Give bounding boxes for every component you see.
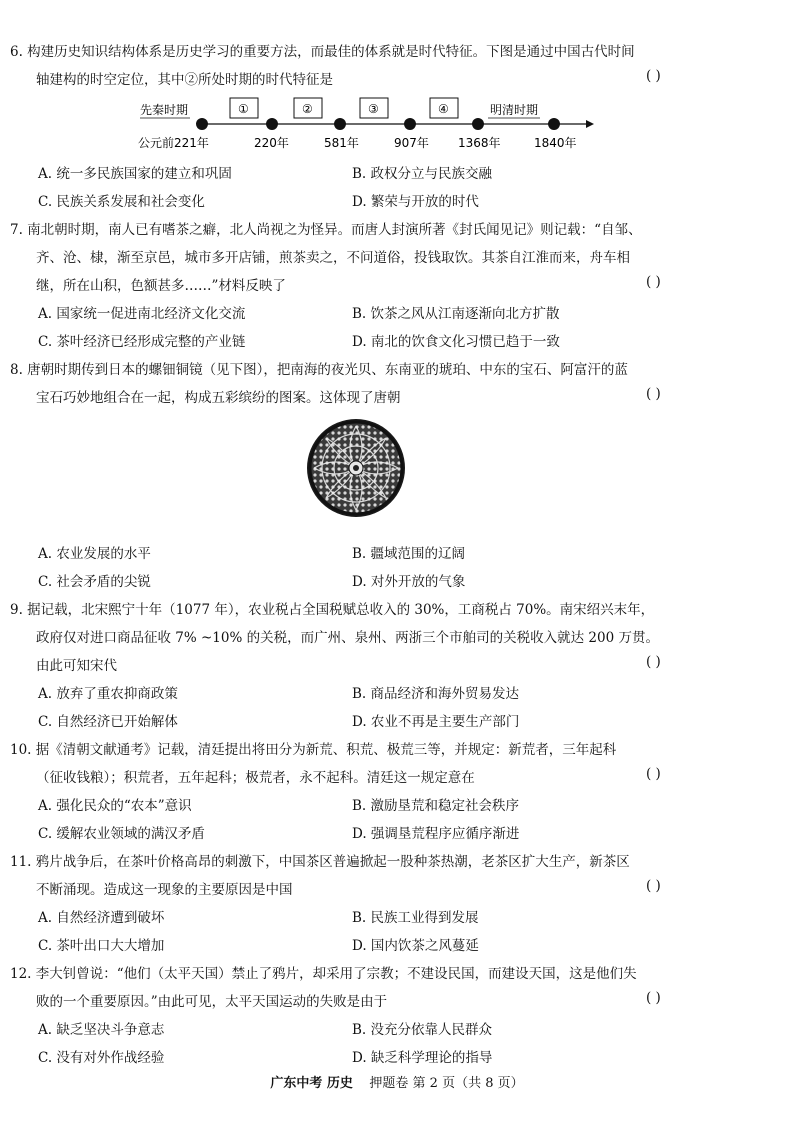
q9-option-d[interactable]: D. 农业不再是主要生产部门 xyxy=(352,714,520,730)
q6-answer-paren: ( ) xyxy=(646,68,661,84)
q8-option-b[interactable]: B. 疆域范围的辽阔 xyxy=(352,546,466,562)
timeline-label-left: 先秦时期 xyxy=(140,103,189,117)
q8-answer-paren: ( ) xyxy=(646,386,661,402)
q8-option-a[interactable]: A. 农业发展的水平 xyxy=(38,546,151,562)
q9-stem-line2: 政府仅对进口商品征收 7% ~10% 的关税，而广州、泉州、两浙三个市舶司的关税收入就达 200 万贯。 xyxy=(36,630,659,646)
q12-option-d[interactable]: D. 缺乏科学理论的指导 xyxy=(352,1050,493,1066)
timeline-node-5 xyxy=(472,118,484,130)
timeline-date-5: 1368年 xyxy=(458,136,501,150)
q6-option-d[interactable]: D. 繁荣与开放的时代 xyxy=(352,194,479,210)
q6-timeline-diagram xyxy=(138,92,598,152)
svg-text:①: ① xyxy=(238,102,249,116)
footer-exam-title: 广东中考 历史 xyxy=(270,1076,353,1091)
q8-option-d[interactable]: D. 对外开放的气象 xyxy=(352,574,466,590)
q12-option-c[interactable]: C. 没有对外作战经验 xyxy=(38,1050,165,1066)
q8-stem-line2: 宝石巧妙地组合在一起，构成五彩缤纷的图案。这体现了唐朝 xyxy=(36,390,401,406)
q9-option-c[interactable]: C. 自然经济已开始解体 xyxy=(38,714,178,730)
q8-stem-line1: 8. 唐朝时期传到日本的螺钿铜镜（见下图），把南海的夜光贝、东南亚的琥珀、中东的宝石、阿富汗的蓝 xyxy=(10,362,628,378)
q12-option-a[interactable]: A. 缺乏坚决斗争意志 xyxy=(38,1022,165,1038)
q10-answer-paren: ( ) xyxy=(646,766,661,782)
q7-answer-paren: ( ) xyxy=(646,274,661,290)
q10-option-d[interactable]: D. 强调垦荒程序应循序渐进 xyxy=(352,826,520,842)
timeline-date-4: 907年 xyxy=(394,136,429,150)
timeline-date-2: 220年 xyxy=(254,136,289,150)
timeline-box-4 xyxy=(430,98,458,118)
timeline-label-right: 明清时期 xyxy=(490,103,539,117)
q11-stem-line2: 不断涌现。造成这一现象的主要原因是中国 xyxy=(36,882,293,898)
q11-option-b[interactable]: B. 民族工业得到发展 xyxy=(352,910,479,926)
q6-option-b[interactable]: B. 政权分立与民族交融 xyxy=(352,166,493,182)
q7-option-c[interactable]: C. 茶叶经济已经形成完整的产业链 xyxy=(38,334,246,350)
q7-stem-line2: 齐、沧、棣，渐至京邑，城市多开店铺，煎茶卖之，不问道俗，投钱取饮。其茶自江淮而来，舟车相 xyxy=(36,250,630,266)
q7-stem-line3: 继，所在山积，色额甚多……”材料反映了 xyxy=(36,278,286,294)
q8-option-c[interactable]: C. 社会矛盾的尖锐 xyxy=(38,574,151,590)
q11-answer-paren: ( ) xyxy=(646,878,661,894)
timeline-box-1 xyxy=(230,98,258,118)
q9-stem-line1: 9. 据记载，北宋熙宁十年（1077 年），农业税占全国税赋总收入的 30%，工商税占 70%。南宋绍兴末年， xyxy=(10,602,655,618)
timeline-date-6: 1840年 xyxy=(534,136,577,150)
timeline-node-2 xyxy=(266,118,278,130)
q11-stem-line1: 11. 鸦片战争后，在茶叶价格高昂的刺激下，中国茶区普遍掀起一股种茶热潮，老茶区扩大生产，新茶区 xyxy=(10,854,630,870)
timeline-node-1 xyxy=(196,118,208,130)
timeline-arrow-icon xyxy=(586,120,594,128)
timeline-date-3: 581年 xyxy=(324,136,359,150)
svg-text:④: ④ xyxy=(438,102,449,116)
q11-option-a[interactable]: A. 自然经济遭到破坏 xyxy=(38,910,165,926)
timeline-date-1: 公元前221年 xyxy=(138,136,209,150)
q6-option-c[interactable]: C. 民族关系发展和社会变化 xyxy=(38,194,205,210)
q12-stem-line1: 12. 李大钊曾说：“他们（太平天国）禁止了鸦片，却采用了宗教；不建设民国，而建设天国，这是他们失 xyxy=(10,966,637,982)
q10-option-c[interactable]: C. 缓解农业领域的满汉矛盾 xyxy=(38,826,205,842)
q7-option-a[interactable]: A. 国家统一促进南北经济文化交流 xyxy=(38,306,246,322)
q9-answer-paren: ( ) xyxy=(646,654,661,670)
q12-stem-line2: 败的一个重要原因。”由此可见，太平天国运动的失败是由于 xyxy=(36,994,388,1010)
timeline-node-3 xyxy=(334,118,346,130)
q10-stem-line2: （征收钱粮）；积荒者，五年起科；极荒者，永不起科。清廷这一规定意在 xyxy=(36,770,475,786)
q9-stem-line3: 由此可知宋代 xyxy=(36,658,117,674)
q9-option-b[interactable]: B. 商品经济和海外贸易发达 xyxy=(352,686,520,702)
tang-mother-of-pearl-mirror-image xyxy=(306,418,406,518)
q10-option-a[interactable]: A. 强化民众的“农本”意识 xyxy=(38,798,192,814)
q11-option-c[interactable]: C. 茶叶出口大大增加 xyxy=(38,938,165,954)
timeline-box-3 xyxy=(360,98,388,118)
svg-text:③: ③ xyxy=(368,102,379,116)
svg-text:②: ② xyxy=(302,102,313,116)
q6-option-a[interactable]: A. 统一多民族国家的建立和巩固 xyxy=(38,166,232,182)
q7-option-d[interactable]: D. 南北的饮食文化习惯已趋于一致 xyxy=(352,334,560,350)
timeline-box-2 xyxy=(294,98,322,118)
q9-option-a[interactable]: A. 放弃了重农抑商政策 xyxy=(38,686,178,702)
footer-page-info: 押题卷 第 2 页（共 8 页） xyxy=(369,1076,524,1091)
q12-option-b[interactable]: B. 没充分依靠人民群众 xyxy=(352,1022,493,1038)
q7-option-b[interactable]: B. 饮茶之风从江南逐渐向北方扩散 xyxy=(352,306,560,322)
q12-answer-paren: ( ) xyxy=(646,990,661,1006)
q11-option-d[interactable]: D. 国内饮茶之风蔓延 xyxy=(352,938,479,954)
q10-stem-line1: 10. 据《清朝文献通考》记载，清廷提出将田分为新荒、积荒、极荒三等，并规定：新荒者，三年起科 xyxy=(10,742,617,758)
page-footer xyxy=(0,1072,794,1091)
q7-stem-line1: 7. 南北朝时期，南人已有嗜茶之癖，北人尚视之为怪异。而唐人封演所著《封氏闻见记》则记载：“自邹、 xyxy=(10,222,642,238)
q10-option-b[interactable]: B. 激励垦荒和稳定社会秩序 xyxy=(352,798,520,814)
q6-stem-line1: 6. 构建历史知识结构体系是历史学习的重要方法，而最佳的体系就是时代特征。下图是通过中国古代时间 xyxy=(10,44,635,60)
q6-stem-line2: 轴建构的时空定位，其中②所处时期的时代特征是 xyxy=(36,72,333,88)
timeline-node-6 xyxy=(548,118,560,130)
timeline-node-4 xyxy=(404,118,416,130)
